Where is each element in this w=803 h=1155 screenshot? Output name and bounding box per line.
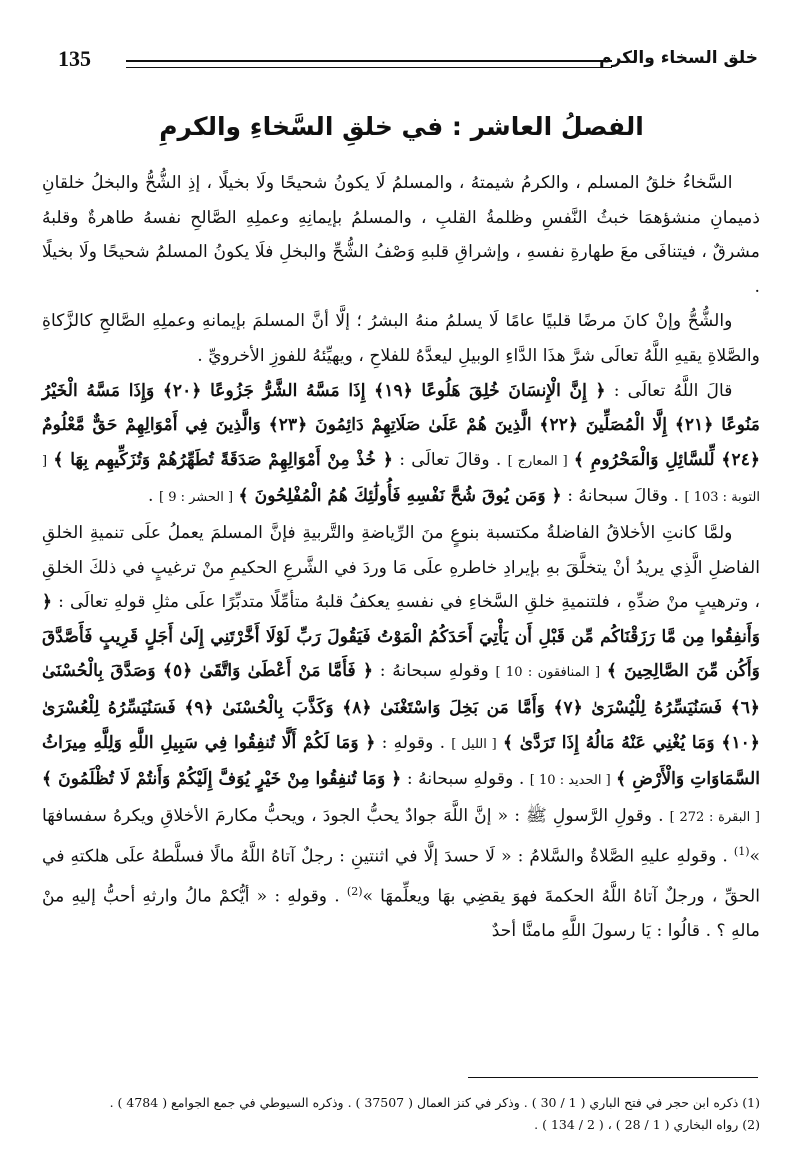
footnote-rule [468, 1077, 758, 1078]
paragraph-2: والشُّحُّ وإنْ كانَ مرضًا قلبيًا عامًا لَا يسلمُ منهُ البشرُ ؛ إلَّا أنَّ المسلمَ بإيمانهِ وعملِهِ الصَّالحِ كالزَّكاةِ والصَّلاةِ يقيهِ اللَّهُ تعالَى شرَّ هذَا الدَّاءِ الوبيلِ ليعدَّهُ للفلاحِ ، ويهيِّئهُ للفوزِ الأخرويِّ . [42, 311, 760, 366]
verse-reference-maarij: [ المعارج ] [507, 453, 568, 469]
quran-verse-maarij: ﴿ إِنَّ الْإِنسَانَ خُلِقَ هَلُوعًا ﴿١٩﴾ إِذَا مَسَّهُ الشَّرُّ جَزُوعًا ﴿٢٠﴾ وَإِذَا مَسَّهُ الْخَيْرُ مَنُوعًا ﴿٢١﴾ إِلَّا الْمُصَلِّينَ ﴿٢٢﴾ الَّذِينَ هُمْ عَلَىٰ صَلَاتِهِمْ دَائِمُونَ ﴿٢٣﴾ وَالَّذِينَ فِي أَمْوَالِهِمْ حَقٌّ مَّعْلُومٌ ﴿٢٤﴾ لِّلسَّائِلِ وَالْمَحْرُومِ ﴾ [42, 380, 761, 470]
paragraph-4-mid: وقولهِ سبحانهُ : [379, 661, 489, 682]
hadith-jawad: . وقولِ الرَّسولِ ﷺ : « إنَّ اللَّهَ جوادٌ يحبُّ الجودَ ، ويحبُّ مكارمَ الأخلاقِ ويكرهُ سفسافهَا » [42, 805, 761, 868]
paragraph-3-intro: قالَ اللَّهُ تعالَى : [613, 380, 733, 401]
running-title: خلق السخاء والكرم [599, 48, 758, 68]
chapter-title: الفصلُ العاشر : في خلقِ السَّخاءِ والكرمِ [159, 112, 644, 141]
footnote-1: (1) ذكره ابن حجر في فتح الباري ( 1 / 30 ) . وذكر في كنز العمال ( 37507 ) . وذكره السيوطي في جمع الجوامع ( 4784 ) . [109, 1095, 760, 1110]
paragraph-3-mid: . وقالَ تعالَى : [399, 449, 502, 470]
paragraph-4-mid-3: . وقولهِ سبحانهُ : [406, 769, 525, 790]
quran-verse-tawbah: ﴿ خُذْ مِنْ أَمْوَالِهِمْ صَدَقَةً تُطَهِّرُهُمْ وَتُزَكِّيهِم بِهَا ﴾ [53, 449, 393, 470]
paragraph-3-end: . [148, 486, 154, 507]
quran-verse-hashr: ﴿ وَمَن يُوقَ شُحَّ نَفْسِهِ فَأُولَٰئِكَ هُمُ الْمُفْلِحُونَ ﴾ [238, 486, 562, 507]
paragraph-4-start: ولمَّا كانتِ الأخلاقُ الفاضلةُ مكتسبة بنوعٍ منَ الرِّياضةِ والتَّربيةِ فإنَّ المسلمَ يعملُ علَى تنميةِ الخلقِ الفاضلِ الَّذِي يريدُ أنْ يتخلَّقَ بهِ بإيرادِ خاطرهِ علَى مَا وردَ في الشَّرعِ الحكيمِ منْ ترغيبٍ في ذلكَ الخلقِ ، وترهيبٍ منْ ضدِّهِ ، فلتنميةِ خلقِ السَّخاءِ في نفسهِ يعكفُ قلبهُ متأمِّلًا متدبِّرًا علَى مثلِ قولهِ تعالَى : [42, 522, 760, 613]
verse-reference-baqarah: [ البقرة : 272 ] [669, 809, 760, 825]
page-number: 135 [58, 46, 91, 71]
footnote-marker-2[interactable]: (2) [346, 884, 363, 898]
paragraph-1: السَّخاءُ خلقُ المسلم ، والكرمُ شيمتهُ ، والمسلمُ لَا يكونُ شحيحًا ولَا بخيلًا ، إذِ الشُّحُّ والبخلُ خلقانِ ذميمانِ منشؤهمَا خبثُ النَّفسِ وظلمةُ القلبِ ، والمسلمُ بإيمانِهِ وعملِهِ الصَّالحِ نفسهُ طاهرةٌ وقلبهُ مشرقٌ ، فيتنافَى معَ طهارةِ نفسهِ ، وإشراقِ قلبهِ وَصْفُ الشُّحِّ والبخلِ فلَا يكونُ المسلمُ شحيحًا ولَا بخيلًا . [42, 173, 760, 297]
page-header [58, 46, 758, 78]
paragraph-4-end: . وقولهِ : « أيُّكمْ مالُ وارثهِ أحبُّ إليهِ منْ مالهِ ؟ . قالُوا : يَا رسولَ اللَّهِ مامنَّا أحدٌ [42, 886, 760, 941]
paragraph-4-mid-2: . وقولهِ : [381, 732, 446, 753]
quran-verse-layl: ﴿ فَأَمَّا مَنْ أَعْطَىٰ وَاتَّقَىٰ ﴿٥﴾ وَصَدَّقَ بِالْحُسْنَىٰ ﴿٦﴾ فَسَنُيَسِّرُهُ لِلْيُسْرَىٰ ﴿٧﴾ وَأَمَّا مَن بَخِلَ وَاسْتَغْنَىٰ ﴿٨﴾ وَكَذَّبَ بِالْحُسْنَىٰ ﴿٩﴾ فَسَنُيَسِّرُهُ لِلْعُسْرَىٰ ﴿١٠﴾ وَمَا يُغْنِي عَنْهُ مَالُهُ إِذَا تَرَدَّىٰ ﴾ [42, 661, 760, 753]
hadith-hasad: . وقولهِ عليهِ الصَّلاةُ والسَّلامُ : « لَا حسدَ إلَّا في اثنتينِ : رجلٌ آتاهُ اللَّهُ مالًا فسلَّطهُ علَى هلكتهِ في الحقِّ ، ورجلٌ آتاهُ اللَّهُ الحكمةَ فهوَ يقضِي بهَا ويعلِّمهَا » [42, 847, 761, 907]
paragraph-3 [42, 374, 760, 516]
footnote-marker-1[interactable]: (1) [733, 845, 750, 859]
paragraph-3-mid-2: . وقالَ سبحانهُ : [567, 486, 680, 507]
verse-reference-layl: [ الليل ] [451, 736, 497, 752]
paragraph-4 [42, 516, 760, 949]
quran-verse-hadid: ﴿ وَمَا لَكُمْ أَلَّا تُنفِقُوا فِي سَبِيلِ اللَّهِ وَلِلَّهِ مِيرَاثُ السَّمَاوَاتِ وَالْأَرْضِ ﴾ [42, 732, 760, 790]
verse-reference-tawbah: [ التوبة : 103 ] [42, 453, 760, 506]
verse-reference-hashr: [ الحشر : 9 ] [158, 490, 234, 506]
quran-verse-munafiqun: ﴿ وَأَنفِقُوا مِن مَّا رَزَقْنَاكُم مِّن قَبْلِ أَن يَأْتِيَ أَحَدَكُمُ الْمَوْتُ فَيَقُولَ رَبِّ لَوْلَا أَخَّرْتَنِي إِلَىٰ أَجَلٍ قَرِيبٍ فَأَصَّدَّقَ وَأَكُن مِّنَ الصَّالِحِينَ ﴾ [42, 592, 760, 682]
body-text [42, 166, 760, 949]
verse-reference-hadid: [ الحديد : 10 ] [529, 773, 611, 789]
footnotes [42, 1092, 760, 1136]
header-rule [126, 60, 612, 68]
footnote-2: (2) رواه البخاري ( 1 / 28 ) ، ( 2 / 134 ) . [534, 1117, 760, 1132]
verse-reference-munafiqun: [ المنافقون : 10 ] [495, 665, 601, 681]
quran-verse-baqarah: ﴿ وَمَا تُنفِقُوا مِنْ خَيْرٍ يُوَفَّ إِلَيْكُمْ وَأَنتُمْ لَا تُظْلَمُونَ ﴾ [42, 769, 402, 790]
